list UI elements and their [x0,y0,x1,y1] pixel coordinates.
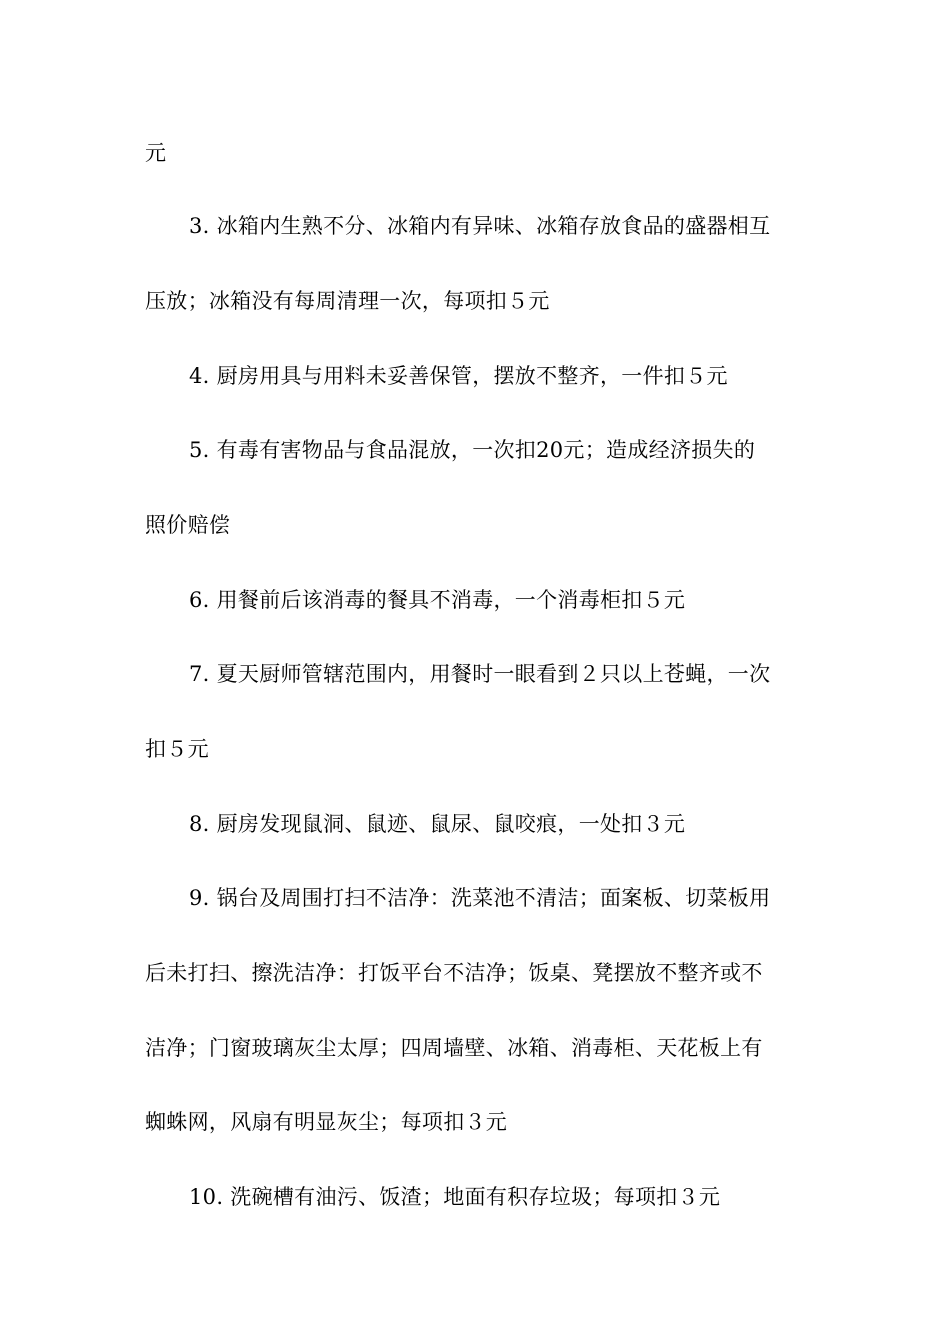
item-4-line: 4. 厨房用具与用料未妥善保管，摆放不整齐，一件扣５元 [189,364,728,388]
item-8-line: 8. 厨房发现鼠洞、鼠迹、鼠尿、鼠咬痕，一处扣３元 [189,812,686,836]
item-5-line-2: 照价赔偿 [145,513,231,537]
item-6-line: 6. 用餐前后该消毒的餐具不消毒，一个消毒柜扣５元 [189,588,686,612]
item-9-line-2: 后未打扫、擦洗洁净：打饭平台不洁净；饭桌、凳摆放不整齐或不 [145,961,763,985]
item-5-line-1: 5. 有毒有害物品与食品混放，一次扣20元；造成经济损失的 [189,438,756,462]
item-10-line: 10. 洗碗槽有油污、饭渣；地面有积存垃圾；每项扣３元 [189,1185,721,1209]
item-3-line-1: 3. 冰箱内生熟不分、冰箱内有异味、冰箱存放食品的盛器相互 [189,214,771,238]
item-9-line-3: 洁净；门窗玻璃灰尘太厚；四周墙壁、冰箱、消毒柜、天花板上有 [145,1036,763,1060]
item-3-line-2: 压放；冰箱没有每周清理一次，每项扣５元 [145,289,550,313]
text-line: 元 [145,141,167,165]
item-9-line-1: 9. 锅台及周围打扫不洁净：洗菜池不清洁；面案板、切菜板用 [189,886,771,910]
item-7-line-1: 7. 夏天厨师管辖范围内，用餐时一眼看到２只以上苍蝇，一次 [189,662,771,686]
item-9-line-4: 蜘蛛网，风扇有明显灰尘；每项扣３元 [145,1110,508,1134]
item-7-line-2: 扣５元 [145,737,209,761]
